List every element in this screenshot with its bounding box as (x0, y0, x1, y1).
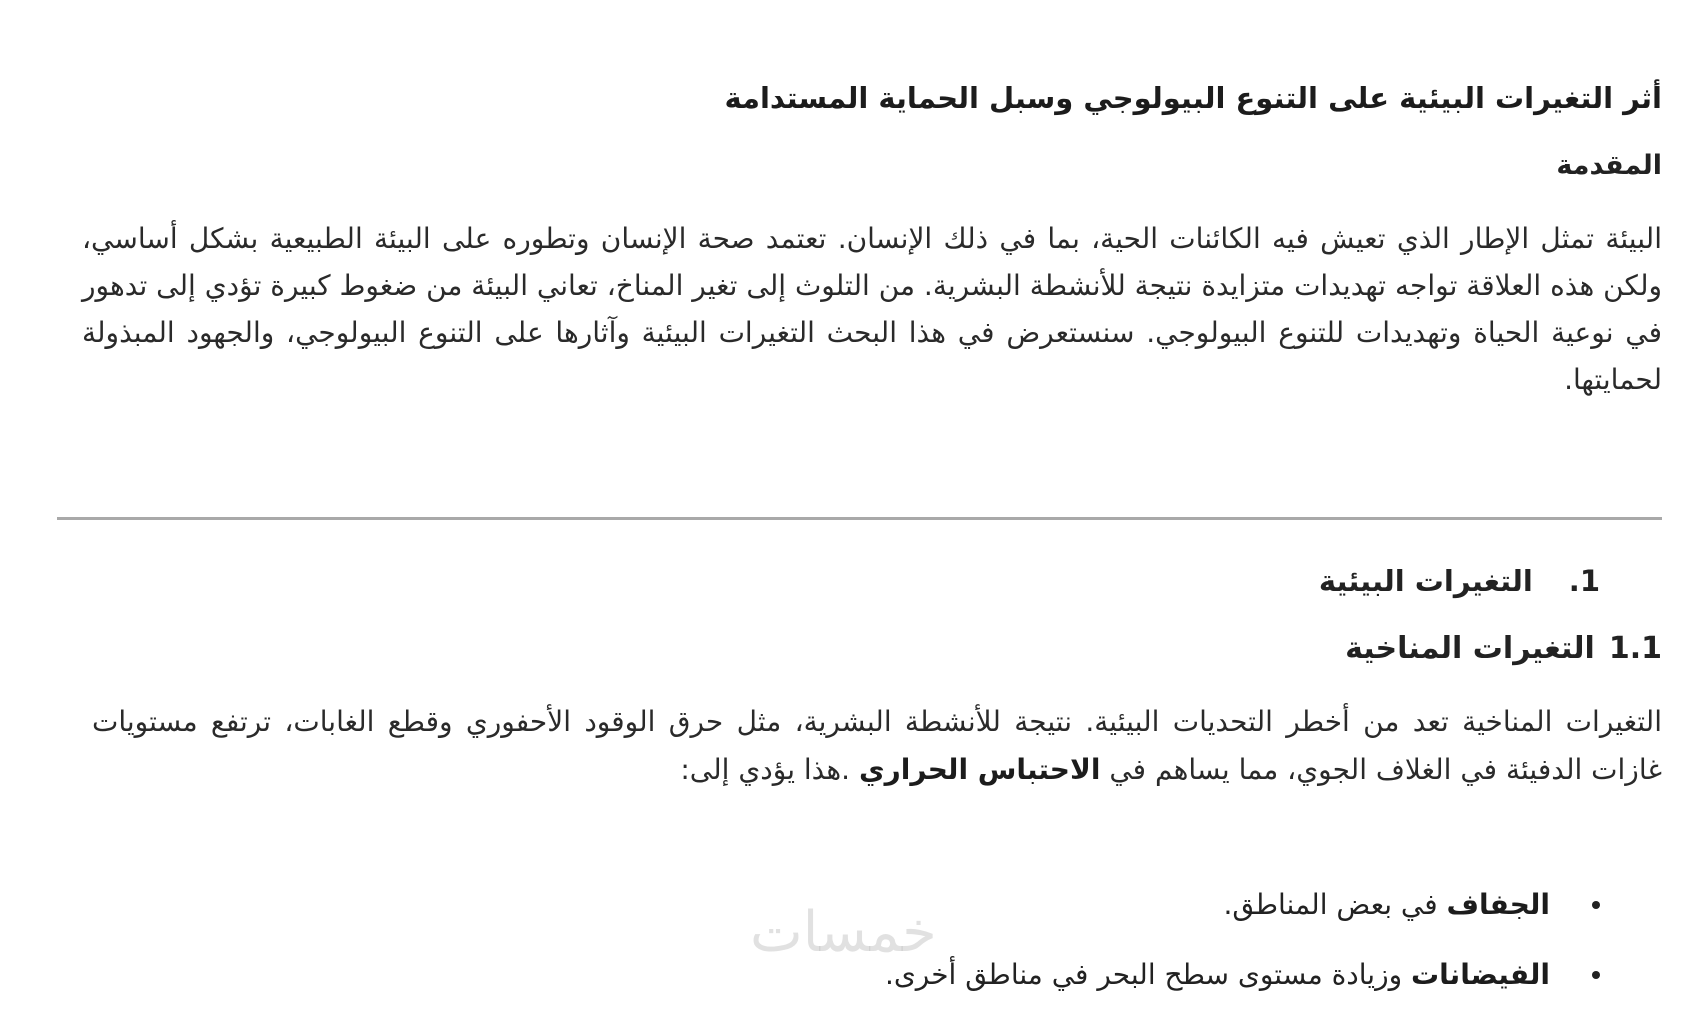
effects-list (885, 870, 1600, 1010)
climate-text-end: .هذا يؤدي إلى: (680, 753, 859, 786)
climate-paragraph (92, 698, 1662, 794)
intro-heading: المقدمة (1556, 150, 1662, 181)
climate-text-start: التغيرات المناخية تعد من أخطر التحديات البيئية. نتيجة للأنشطة البشرية، مثل حرق الوقود الأحفوري وقطع الغابات، ترتفع مستويات غازات الدفيئة في الغلاف الجوي، مما يساهم في (92, 705, 1662, 786)
climate-bold-term: الاحتباس الحراري (858, 753, 1101, 786)
list-item (885, 940, 1600, 1010)
section-number: 1. (1568, 564, 1600, 598)
list-item-text: وزيادة مستوى سطح البحر في مناطق أخرى. (884, 958, 1412, 991)
bullet-icon (1592, 901, 1600, 909)
subsection-title: التغيرات المناخية (1345, 631, 1595, 666)
subsection-number: 1.1 (1608, 631, 1662, 666)
list-item-text: في بعض المناطق. (1223, 888, 1447, 921)
subsection-heading (1345, 628, 1662, 670)
watermark-logo: خمسات (750, 900, 937, 965)
section-heading (1319, 560, 1600, 602)
list-item-term: الفيضانات (1411, 958, 1550, 991)
list-item-term: الجفاف (1446, 888, 1550, 921)
document-title: أثر التغيرات البيئية على التنوع البيولوجي وسبل الحماية المستدامة (724, 81, 1662, 115)
bullet-icon (1592, 971, 1600, 979)
section-divider (57, 517, 1662, 520)
intro-paragraph: البيئة تمثل الإطار الذي تعيش فيه الكائنات الحية، بما في ذلك الإنسان. تعتمد صحة الإنسان وتطوره على البيئة الطبيعية بشكل أساسي، ولكن هذه العلاقة تواجه تهديدات متزايدة نتيجة للأنشطة البشرية. من التلوث إلى تغير المناخ، تعاني البيئة من ضغوط كبيرة تؤدي إلى تدهور في نوعية الحياة وتهديدات للتنوع البيولوجي. سنستعرض في هذا البحث التغيرات البيئية وآثارها على التنوع البيولوجي، والجهود المبذولة لحمايتها. (82, 222, 1662, 396)
section-title: التغيرات البيئية (1318, 564, 1533, 598)
list-item (885, 870, 1600, 940)
